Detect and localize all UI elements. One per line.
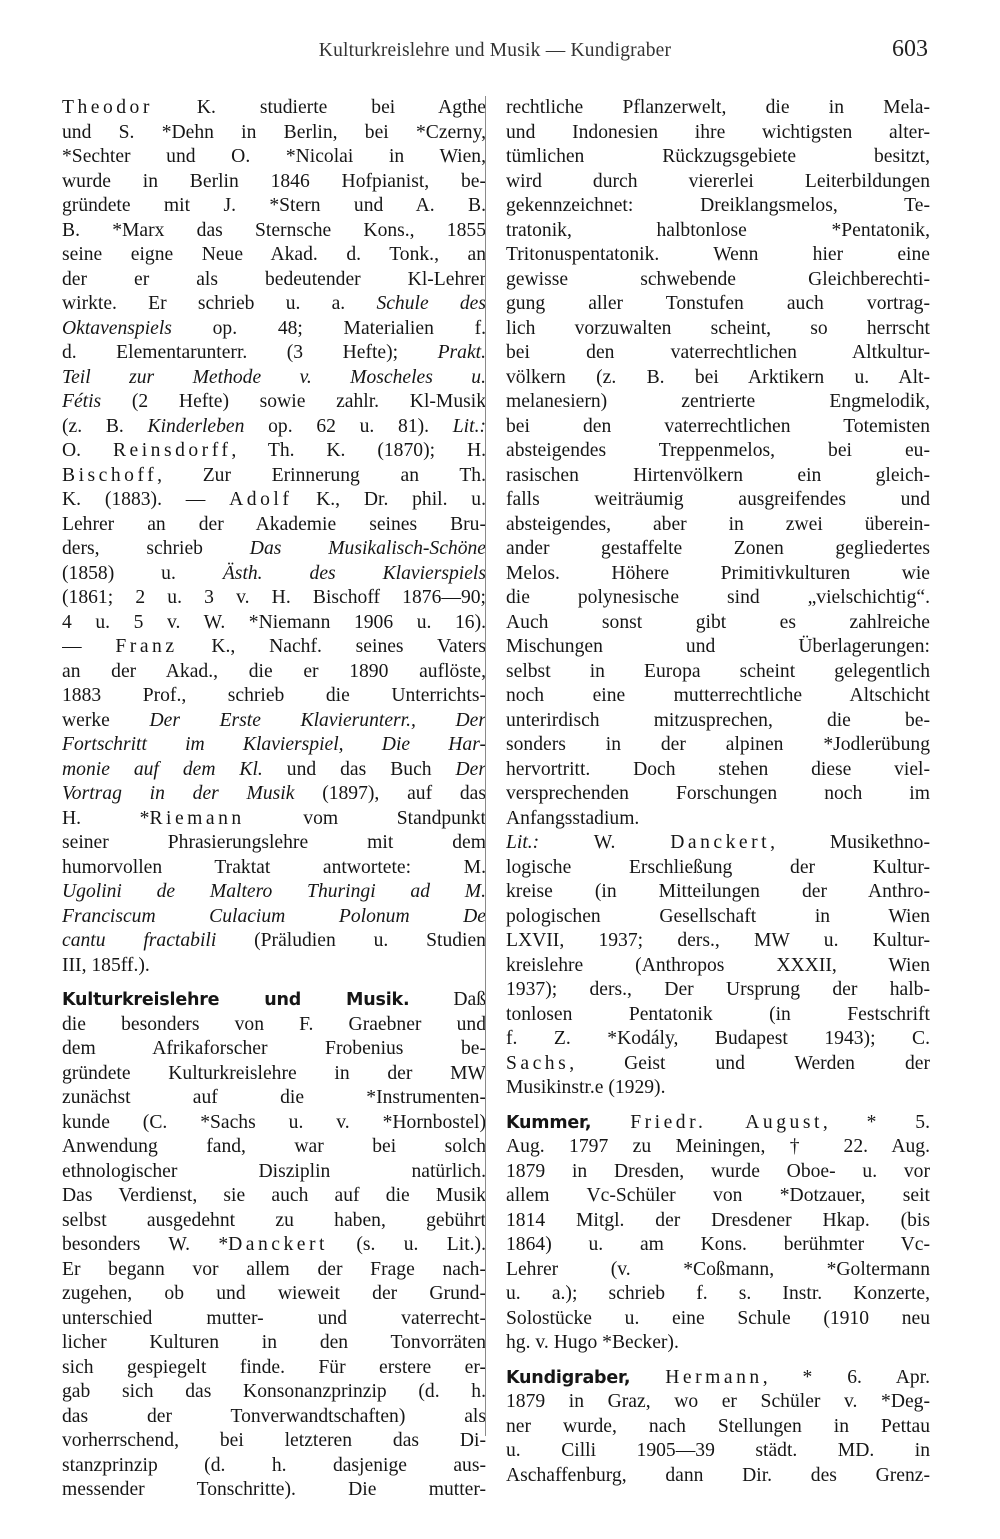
text-line: Mischungen und Überlagerungen: [506, 636, 930, 657]
text-line: an der Akad., die er 1890 auflöste, [62, 660, 486, 682]
running-title: Kulturkreislehre und Musik — Kundigraber [318, 40, 672, 61]
text-line: 1814 Mitgl. der Dresdener Hkap. (bis [506, 1209, 930, 1231]
text-line: Fétis (2 Hefte) sowie zahlr. Kl-Musik [62, 391, 486, 412]
text-line: stanzprinzip (d. h. dasjenige aus- [62, 1454, 486, 1476]
text-line: Fortschritt im Klavierspiel, Die Har- [62, 734, 486, 755]
text-line: Aschaffenburg, dann Dir. des Grenz- [506, 1464, 930, 1486]
text-line: und Indonesien ihre wichtigsten alter- [506, 121, 930, 143]
text-line: Anfangsstadium. [506, 807, 640, 829]
left-text-column [62, 96, 486, 1503]
text-line: zugehen, ob und wieweit der Grund- [62, 1283, 486, 1304]
running-header [62, 36, 928, 70]
text-line: gung aller Tonstufen auch vortrag- [506, 293, 930, 314]
text-line: falls weiträumig ausgreifendes und [506, 489, 930, 510]
text-line: Auch sonst gibt es zahlreiche [506, 611, 930, 633]
text-line: absteigendes, aber in zwei überein- [506, 513, 930, 535]
text-line: 1879 in Graz, wo er Schüler v. *Deg- [506, 1391, 930, 1412]
text-line: Tritonuspentatonik. Wenn hier eine [506, 244, 930, 265]
text-line: gründete Kulturkreislehre in der MW [62, 1062, 486, 1084]
text-line: das der Tonverwandtschaften) als [62, 1405, 486, 1427]
text-line: Lehrer (v. *Coßmann, *Goltermann [506, 1258, 930, 1280]
text-line: 1883 Prof., schrieb die Unterrichts- [62, 685, 486, 706]
text-line: (z. B. Kinderleben op. 62 u. 81). Lit.: [62, 415, 486, 437]
text-line: Er begann vor allem der Frage nach- [62, 1258, 486, 1280]
text-line: Bischoff, Zur Erinnerung an Th. [62, 464, 486, 486]
text-line: LXVII, 1937; ders., MW u. Kultur- [506, 930, 930, 951]
text-line: messender Tonschritte). Die mutter- [62, 1479, 486, 1500]
text-line: d. Elementarunterr. (3 Hefte); Prakt. [62, 342, 486, 363]
text-line: kreise (in Mitteilungen der Anthro- [506, 881, 930, 902]
text-line: Melos. Höhere Primitivkulturen wie [506, 562, 930, 584]
text-line: bei den vaterrechtlichen Altkultur- [506, 342, 930, 363]
text-line: (1858) u. Ästh. des Klavierspiels [62, 562, 486, 584]
text-line: *Sechter und O. *Nicolai in Wien, [62, 146, 486, 167]
text-line: völkern (z. B. bei Arktikern u. Alt- [506, 366, 930, 388]
text-line: wirkte. Er schrieb u. a. Schule des [62, 293, 486, 314]
text-line: bei den vaterrechtlichen Totemisten [506, 415, 930, 437]
text-line: Musikinstr.e (1929). [506, 1077, 666, 1098]
text-line: 1864) u. am Kons. berühmter Vc- [506, 1234, 930, 1255]
text-line: Kundigraber, Hermann, * 6. Apr. [506, 1366, 930, 1388]
text-line: Aug. 1797 zu Meiningen, † 22. Aug. [506, 1136, 930, 1157]
text-line: dem Afrikaforscher Frobenius be- [62, 1038, 486, 1059]
text-line: tonlosen Pentatonik (in Festschrift [506, 1003, 930, 1025]
paragraph-gap [506, 1356, 930, 1366]
text-line: wurde in Berlin 1846 Hofpianist, be- [62, 170, 486, 192]
text-line: der er als bedeutender Kl-Lehrer [62, 268, 486, 290]
text-line: Das Verdienst, sie auch auf die Musik [62, 1185, 486, 1206]
text-line: Franciscum Culacium Polonum De [62, 905, 486, 927]
text-line: rechtliche Pflanzerwelt, die in Mela- [506, 97, 930, 118]
page-number: 603 [892, 36, 928, 62]
text-line: pologischen Gesellschaft in Wien [506, 905, 930, 927]
text-line: wird durch viererlei Leiterbildungen [506, 170, 930, 192]
text-line: Solostücke u. eine Schule (1910 neu [506, 1307, 930, 1329]
text-line: 1937); ders., Der Ursprung der halb- [506, 979, 930, 1000]
text-line: kreislehre (Anthropos XXXII, Wien [506, 954, 930, 976]
text-line: (1861; 2 u. 3 v. H. Bischoff 1876—90; [62, 587, 486, 608]
text-line: gründete mit J. *Stern und A. B. [62, 195, 486, 216]
text-line: werke Der Erste Klavierunterr., Der [62, 709, 486, 731]
text-line: hervortritt. Doch stehen diese viel- [506, 758, 930, 780]
text-line: lich vorzuwalten scheint, so herrscht [506, 317, 930, 339]
text-line: H. *Riemann vom Standpunkt [62, 807, 486, 829]
text-line: tratonik, halbtonlose *Pentatonik, [506, 219, 930, 241]
text-line: ethnologischer Disziplin natürlich. [62, 1160, 486, 1182]
text-line: seiner Phrasierungslehre mit dem [62, 832, 486, 853]
text-line: Sachs, Geist und Werden der [506, 1052, 930, 1074]
text-line: die besonders von F. Graebner und [62, 1013, 486, 1035]
text-line: K. (1883). — Adolf K., Dr. phil. u. [62, 489, 486, 510]
text-line: hg. v. Hugo *Becker). [506, 1332, 679, 1353]
text-line: gewisse schwebende Gleichberechti- [506, 268, 930, 290]
text-line: O. Reinsdorff, Th. K. (1870); H. [62, 440, 486, 461]
text-line: unterirdisch mitzusprechen, die be- [506, 709, 930, 731]
text-line: — Franz K., Nachf. seines Vaters [62, 636, 486, 657]
text-line: 1879 in Dresden, wurde Oboe- u. vor [506, 1160, 930, 1182]
text-line: logische Erschließung der Kultur- [506, 856, 930, 878]
text-line: selbst ausgedehnt zu haben, gebührt [62, 1209, 486, 1231]
text-line: sonders in der alpinen *Jodlerübung [506, 734, 930, 755]
text-line: B. *Marx das Sternsche Kons., 1855 [62, 219, 486, 241]
text-line: sich gespiegelt finde. Für erstere er- [62, 1356, 486, 1378]
text-line: Lehrer an der Akademie seines Bru- [62, 513, 486, 535]
text-line: f. Z. *Kodály, Budapest 1943); C. [506, 1028, 930, 1049]
text-line: Oktavenspiels op. 48; Materialien f. [62, 317, 486, 339]
text-line: vorherrschend, bei letzteren das Di- [62, 1430, 486, 1451]
text-line: monie auf dem Kl. und das Buch Der [62, 758, 486, 780]
text-line: tümlichen Rückzugsgebiete besitzt, [506, 146, 930, 167]
text-line: seine eigne Neue Akad. d. Tonk., an [62, 244, 486, 265]
text-line: Vortrag in der Musik (1897), auf das [62, 783, 486, 804]
text-line: absteigendes Treppenmelos, bei eu- [506, 440, 930, 461]
text-line: Lit.: W. Danckert, Musikethno- [506, 832, 930, 853]
text-line: die polynesische sind „vielschichtig“. [506, 587, 930, 608]
text-line: versprechenden Forschungen noch im [506, 783, 930, 804]
text-line: III, 185ff.). [62, 954, 150, 976]
paragraph-gap [506, 1101, 930, 1111]
text-line: kunde (C. *Sachs u. v. *Hornbostel) [62, 1111, 486, 1133]
text-line: noch eine mutterrechtliche Altschicht [506, 685, 930, 706]
text-line: ner wurde, nach Stellungen in Pettau [506, 1415, 930, 1437]
text-line: und S. *Dehn in Berlin, bei *Czerny, [62, 121, 486, 143]
column-divider [485, 96, 486, 1436]
text-line: besonders W. *Danckert (s. u. Lit.). [62, 1234, 486, 1255]
text-line: Kulturkreislehre und Musik. Daß [62, 989, 486, 1010]
text-line: licher Kulturen in den Tonvorräten [62, 1332, 486, 1353]
text-line: selbst in Europa scheint gelegentlich [506, 660, 930, 682]
text-line: rasischen Hirtenvölkern ein gleich- [506, 464, 930, 486]
text-line: allem Vc-Schüler von *Dotzauer, seit [506, 1185, 930, 1206]
text-line: Teil zur Methode v. Moscheles u. [62, 366, 486, 388]
text-line: gekennzeichnet: Dreiklangsmelos, Te- [506, 195, 930, 216]
text-line: zunächst auf die *Instrumenten- [62, 1087, 486, 1108]
text-line: u. Cilli 1905—39 städt. MD. in [506, 1440, 930, 1461]
text-line: 4 u. 5 v. W. *Niemann 1906 u. 16). [62, 611, 486, 633]
right-text-column [506, 96, 930, 1488]
text-line: Anwendung fand, war bei solch [62, 1136, 486, 1157]
text-line: cantu fractabili (Präludien u. Studien [62, 930, 486, 951]
text-line: Theodor K. studierte bei Agthe [62, 97, 486, 118]
text-line: gab sich das Konsonanzprinzip (d. h. [62, 1381, 486, 1402]
text-line: humorvollen Traktat antwortete: M. [62, 856, 486, 878]
text-line: unterschied mutter- und vaterrecht- [62, 1307, 486, 1329]
text-line: u. a.); schrieb f. s. Instr. Konzerte, [506, 1283, 930, 1304]
text-line: ander gestaffelte Zonen gegliedertes [506, 538, 930, 559]
text-line: ders, schrieb Das Musikalisch-Schöne [62, 538, 486, 559]
text-line: Kummer, Friedr. August, * 5. [506, 1111, 930, 1133]
text-line: Ugolini de Maltero Thuringi ad M. [62, 881, 486, 902]
paragraph-gap [62, 978, 486, 988]
text-line: melanesiern) zentrierte Engmelodik, [506, 391, 930, 412]
